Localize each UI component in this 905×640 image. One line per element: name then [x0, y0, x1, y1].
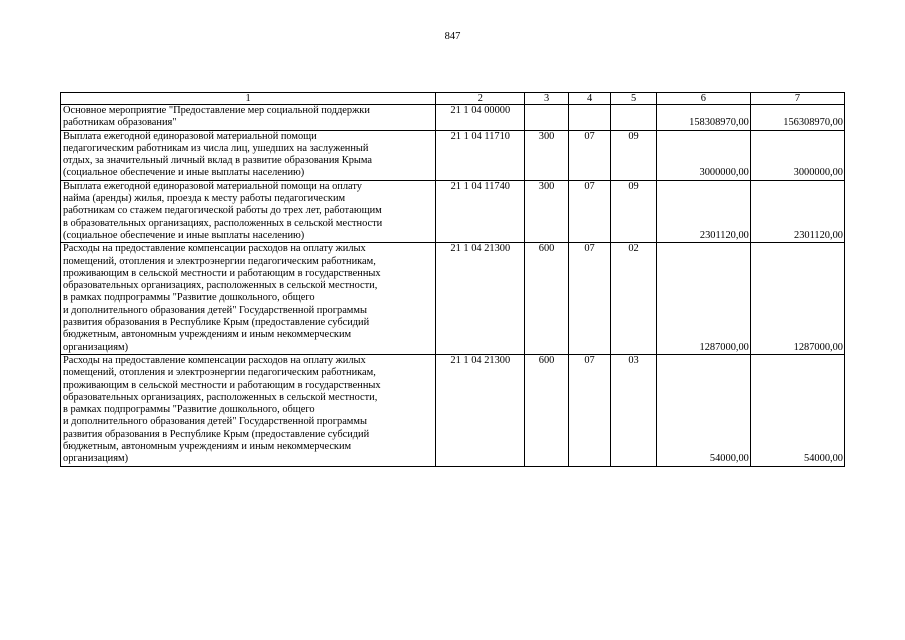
- description-line: в рамках подпрограммы "Развитие дошкольного, общего: [63, 292, 315, 304]
- table-row: [61, 130, 845, 180]
- description-line: Расходы на предоставление компенсации расходов на оплату жилых: [63, 354, 366, 366]
- row-code: 21 1 04 21300: [436, 354, 525, 466]
- description-line: и дополнительного образования детей" Государственной программы: [63, 304, 367, 316]
- row-description: [61, 130, 436, 180]
- row-code: 21 1 04 00000: [436, 105, 525, 131]
- header-cell: 5: [611, 93, 657, 105]
- row-amount-column-7: 2301120,00: [750, 180, 844, 242]
- row-column-5: 02: [611, 243, 657, 355]
- table-row: [61, 243, 845, 355]
- row-column-5: 09: [611, 180, 657, 242]
- header-cell: 1: [61, 93, 436, 105]
- description-line: отдых, за значительный личный вклад в развитие образования Крыма: [63, 155, 372, 167]
- description-line: (социальное обеспечение и иные выплаты населению): [63, 229, 305, 241]
- row-column-3: 300: [525, 180, 568, 242]
- page-number: 847: [444, 31, 461, 42]
- description-line: помещений, отопления и электроэнергии педагогическим работникам,: [63, 367, 376, 379]
- row-description: [61, 105, 436, 131]
- row-amount-column-6: 2301120,00: [656, 180, 750, 242]
- row-code: 21 1 04 21300: [436, 243, 525, 355]
- row-column-4: 07: [568, 130, 610, 180]
- description-line: проживающим в сельской местности и работающим в государственных: [63, 379, 381, 391]
- description-line: развития образования в Республике Крым (предоставление субсидий: [63, 317, 370, 329]
- row-column-5: 09: [611, 130, 657, 180]
- description-line: организациям): [63, 341, 129, 353]
- row-description: [61, 354, 436, 466]
- row-column-3: 600: [525, 354, 568, 466]
- header-row: [61, 93, 845, 105]
- table-row: [61, 105, 845, 131]
- description-line: в образовательных организациях, расположенных в сельской местности: [63, 217, 383, 229]
- description-line: Основное мероприятие "Предоставление мер социальной поддержки: [63, 105, 370, 116]
- description-line: и дополнительного образования детей" Государственной программы: [63, 416, 367, 428]
- description-line: работникам образования": [63, 117, 177, 129]
- row-column-4: [568, 105, 610, 131]
- table-row: [61, 180, 845, 242]
- description-line: бюджетным, автономным учреждениям и иным некоммерческим: [63, 329, 352, 341]
- description-line: работникам со стажем педагогической работы до трех лет, работающим: [63, 205, 382, 217]
- row-amount-column-6: 158308970,00: [656, 105, 750, 131]
- header-cell: 4: [568, 93, 610, 105]
- description-line: найма (аренды) жилья, проезда к месту работы педагогическим: [63, 193, 346, 205]
- description-line: (социальное обеспечение и иные выплаты населению): [63, 167, 305, 179]
- header-cell: 3: [525, 93, 568, 105]
- row-amount-column-6: 3000000,00: [656, 130, 750, 180]
- row-amount-column-7: 156308970,00: [750, 105, 844, 131]
- row-description: [61, 243, 436, 355]
- description-line: организациям): [63, 453, 129, 465]
- row-column-4: 07: [568, 243, 610, 355]
- row-amount-column-6: 54000,00: [656, 354, 750, 466]
- row-column-4: 07: [568, 354, 610, 466]
- row-amount-column-7: 3000000,00: [750, 130, 844, 180]
- description-line: Выплата ежегодной единоразовой материальной помощи: [63, 130, 317, 142]
- row-column-3: [525, 105, 568, 131]
- description-line: бюджетным, автономным учреждениям и иным некоммерческим: [63, 441, 352, 453]
- row-amount-column-6: 1287000,00: [656, 243, 750, 355]
- header-cell: 6: [656, 93, 750, 105]
- row-column-5: 03: [611, 354, 657, 466]
- description-line: образовательных организациях, расположенных в сельской местности,: [63, 280, 378, 292]
- budget-table: [60, 92, 845, 467]
- row-column-3: 600: [525, 243, 568, 355]
- row-code: 21 1 04 11710: [436, 130, 525, 180]
- description-line: Выплата ежегодной единоразовой материальной помощи на оплату: [63, 180, 362, 192]
- table-row: [61, 354, 845, 466]
- row-description: [61, 180, 436, 242]
- row-column-3: 300: [525, 130, 568, 180]
- description-line: проживающим в сельской местности и работающим в государственных: [63, 267, 381, 279]
- row-column-5: [611, 105, 657, 131]
- description-line: в рамках подпрограммы "Развитие дошкольного, общего: [63, 404, 315, 416]
- description-line: Расходы на предоставление компенсации расходов на оплату жилых: [63, 243, 366, 255]
- description-line: педагогическим работникам из числа лиц, ушедших на заслуженный: [63, 142, 369, 154]
- description-line: развития образования в Республике Крым (предоставление субсидий: [63, 428, 370, 440]
- row-amount-column-7: 1287000,00: [750, 243, 844, 355]
- header-cell: 7: [750, 93, 844, 105]
- row-code: 21 1 04 11740: [436, 180, 525, 242]
- description-line: образовательных организациях, расположенных в сельской местности,: [63, 391, 378, 403]
- description-line: помещений, отопления и электроэнергии педагогическим работникам,: [63, 255, 376, 267]
- row-column-4: 07: [568, 180, 610, 242]
- row-amount-column-7: 54000,00: [750, 354, 844, 466]
- header-cell: 2: [436, 93, 525, 105]
